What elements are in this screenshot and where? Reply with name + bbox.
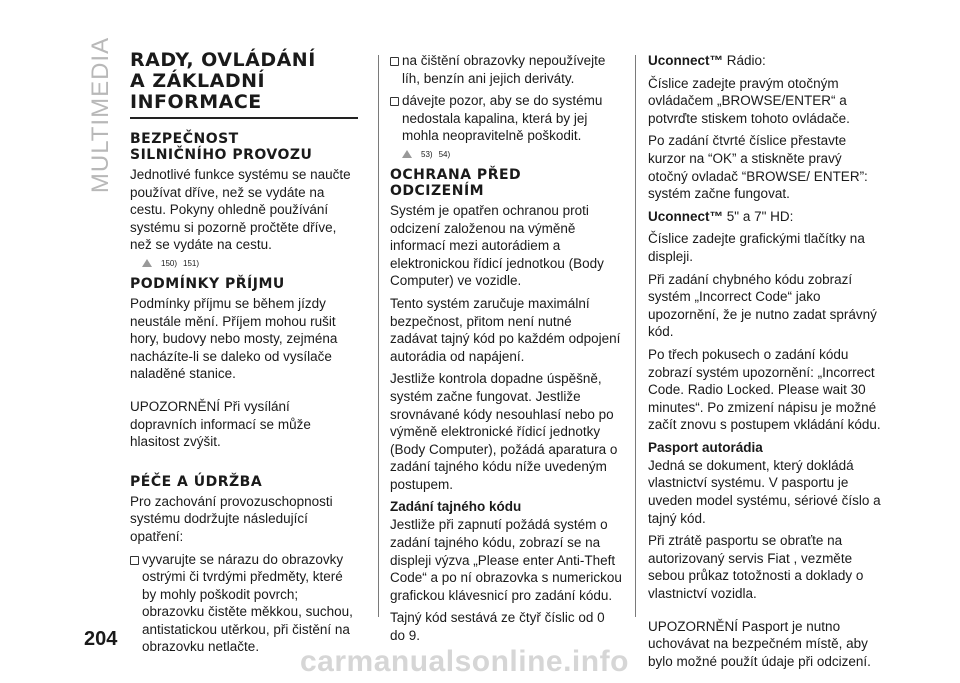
- paragraph: Jednotlivé funkce systému se naučte používat dříve, než se vydáte na cestu. Pokyny ohledně používání systému si pozorně pročtěte dříve, než se vydáte na cestu.: [130, 167, 351, 253]
- reference: 151): [183, 258, 200, 268]
- reference: 53): [421, 149, 433, 159]
- column-2: [390, 52, 622, 650]
- paragraph: Při zadání chybného kódu zobrazí systém „Incorrect Code“ jako upozornění, že je nutno zadat správný kód.: [648, 271, 877, 340]
- column-1: [130, 50, 358, 661]
- paragraph: Po zadání čtvrté číslice přestavte kurzor na “OK” a stiskněte pravý otočný ovladač “BROWSE/ ENTER”: systém začne fungovat.: [648, 133, 868, 202]
- paragraph: Podmínky příjmu se během jízdy neustále mění. Příjem mohou rušit hory, budovy nebo mosty, zejména nacházíte-li se daleko od vysílače naladěné stanice.: [130, 295, 338, 382]
- bullet-item: dávejte pozor, aby se do systému nedostala kapalina, která by jej mohla neopravitelně poškodit.: [390, 92, 622, 145]
- paragraph: Systém je opatřen ochranou proti odcizení založenou na výměně informací mezi autorádiem a elektronickou řídicí jednotkou (Body Computer) ve vozidle.: [390, 202, 604, 289]
- note: UPOZORNĚNÍ Při vysílání dopravních informací se může hlasitost zvýšit.: [130, 398, 311, 450]
- subsection-title-passport: Pasport autorádia: [648, 439, 763, 455]
- subsection-title-code-entry: Zadání tajného kódu: [390, 499, 522, 515]
- paragraph: Jedná se dokument, který dokládá vlastnictví systému. V pasportu je uveden model systému, sériové číslo a tajný kód.: [648, 457, 881, 526]
- paragraph: Po třech pokusech o zadání kódu zobrazí systém upozornění: „Incorrect Code. Radio Locked. Please wait 30 minutes“. Po zmizení nápisu je možné začít znovu s postupem vkládání kódu.: [648, 346, 881, 433]
- caution-references: [402, 150, 622, 159]
- subheading-hd: Uconnect™ 5" a 7" HD:: [648, 208, 794, 224]
- subheading-radio: Uconnect™ Rádio:: [648, 53, 766, 68]
- column-3: [648, 52, 882, 675]
- warning-references: [142, 259, 358, 268]
- reference: 150): [161, 258, 178, 268]
- paragraph: Pro zachování provozuschopnosti systému dodržujte následující opatření:: [130, 493, 333, 544]
- warning-triangle-icon: [142, 259, 152, 267]
- column-divider: [635, 55, 636, 617]
- paragraph: Jestliže při zapnutí požádá systém o zadání tajného kódu, zobrazí se na displeji výzva „Please enter Anti-Theft Code“ a po ní obrazovka s numerickou grafickou klávesnicí pro zadání kódu.: [390, 517, 622, 603]
- paragraph: Jestliže kontrola dopadne úspěšně, systém začne fungovat. Jestliže srovnávané kódy nesouhlasí nebo po výměně elektronické řídicí jednotky (Body Computer), požádá aparatura o zadání tajného kódu níže uvedeným postupem.: [390, 371, 618, 492]
- note: UPOZORNĚNÍ Pasport je nutno uchovávat na bezpečném místě, aby bylo možné použít údaje při odcizení.: [648, 618, 871, 669]
- paragraph: Číslice zadejte pravým otočným ovládačem „BROWSE/ENTER“ a potvrďte stiskem tohoto ovládače.: [648, 75, 850, 126]
- section-tab-label: MULTIMEDIA: [87, 36, 114, 194]
- page-number: 204: [84, 628, 118, 650]
- bullet-item: vyvarujte se nárazu do obrazovky ostrými či tvrdými předměty, které by mohly poškodit povrch; obrazovku čistěte měkkou, suchou, antistatickou utěrkou, při čistění na obrazovku netlačte.: [130, 551, 358, 657]
- paragraph: Při ztrátě pasportu se obraťte na autorizovaný servis Fiat , vezměte sebou průkaz totožnosti a doklady o vlastnictví vozidla.: [648, 533, 864, 602]
- site-watermark: carmanualsonline.info: [300, 645, 629, 678]
- chapter-title: RADY, OVLÁDÁNÍ A ZÁKLADNÍ INFORMACE: [130, 49, 316, 113]
- section-title-reception: PODMÍNKY PŘÍJMU: [130, 275, 285, 292]
- column-divider: [378, 55, 379, 617]
- paragraph: Tento systém zaručuje maximální bezpečnost, přitom není nutné zadávat tajný kód po každém odpojení autorádia od napájení.: [390, 295, 621, 364]
- paragraph: Tajný kód sestává ze čtyř číslic od 0 do 9.: [390, 610, 605, 644]
- section-title-safety: BEZPEČNOST SILNIČNÍHO PROVOZU: [130, 131, 313, 163]
- section-title-care: PÉČE A ÚDRŽBA: [130, 473, 263, 490]
- bullet-item: na čištění obrazovky nepoužívejte líh, benzín ani jejich deriváty.: [390, 52, 622, 87]
- reference: 54): [438, 149, 451, 159]
- paragraph: Číslice zadejte grafickými tlačítky na displeji.: [648, 231, 865, 264]
- caution-triangle-icon: [402, 150, 412, 158]
- section-title-antitheft: OCHRANA PŘED ODCIZENÍM: [390, 166, 522, 199]
- title-rule: [130, 117, 358, 119]
- section-tab: [84, 36, 118, 194]
